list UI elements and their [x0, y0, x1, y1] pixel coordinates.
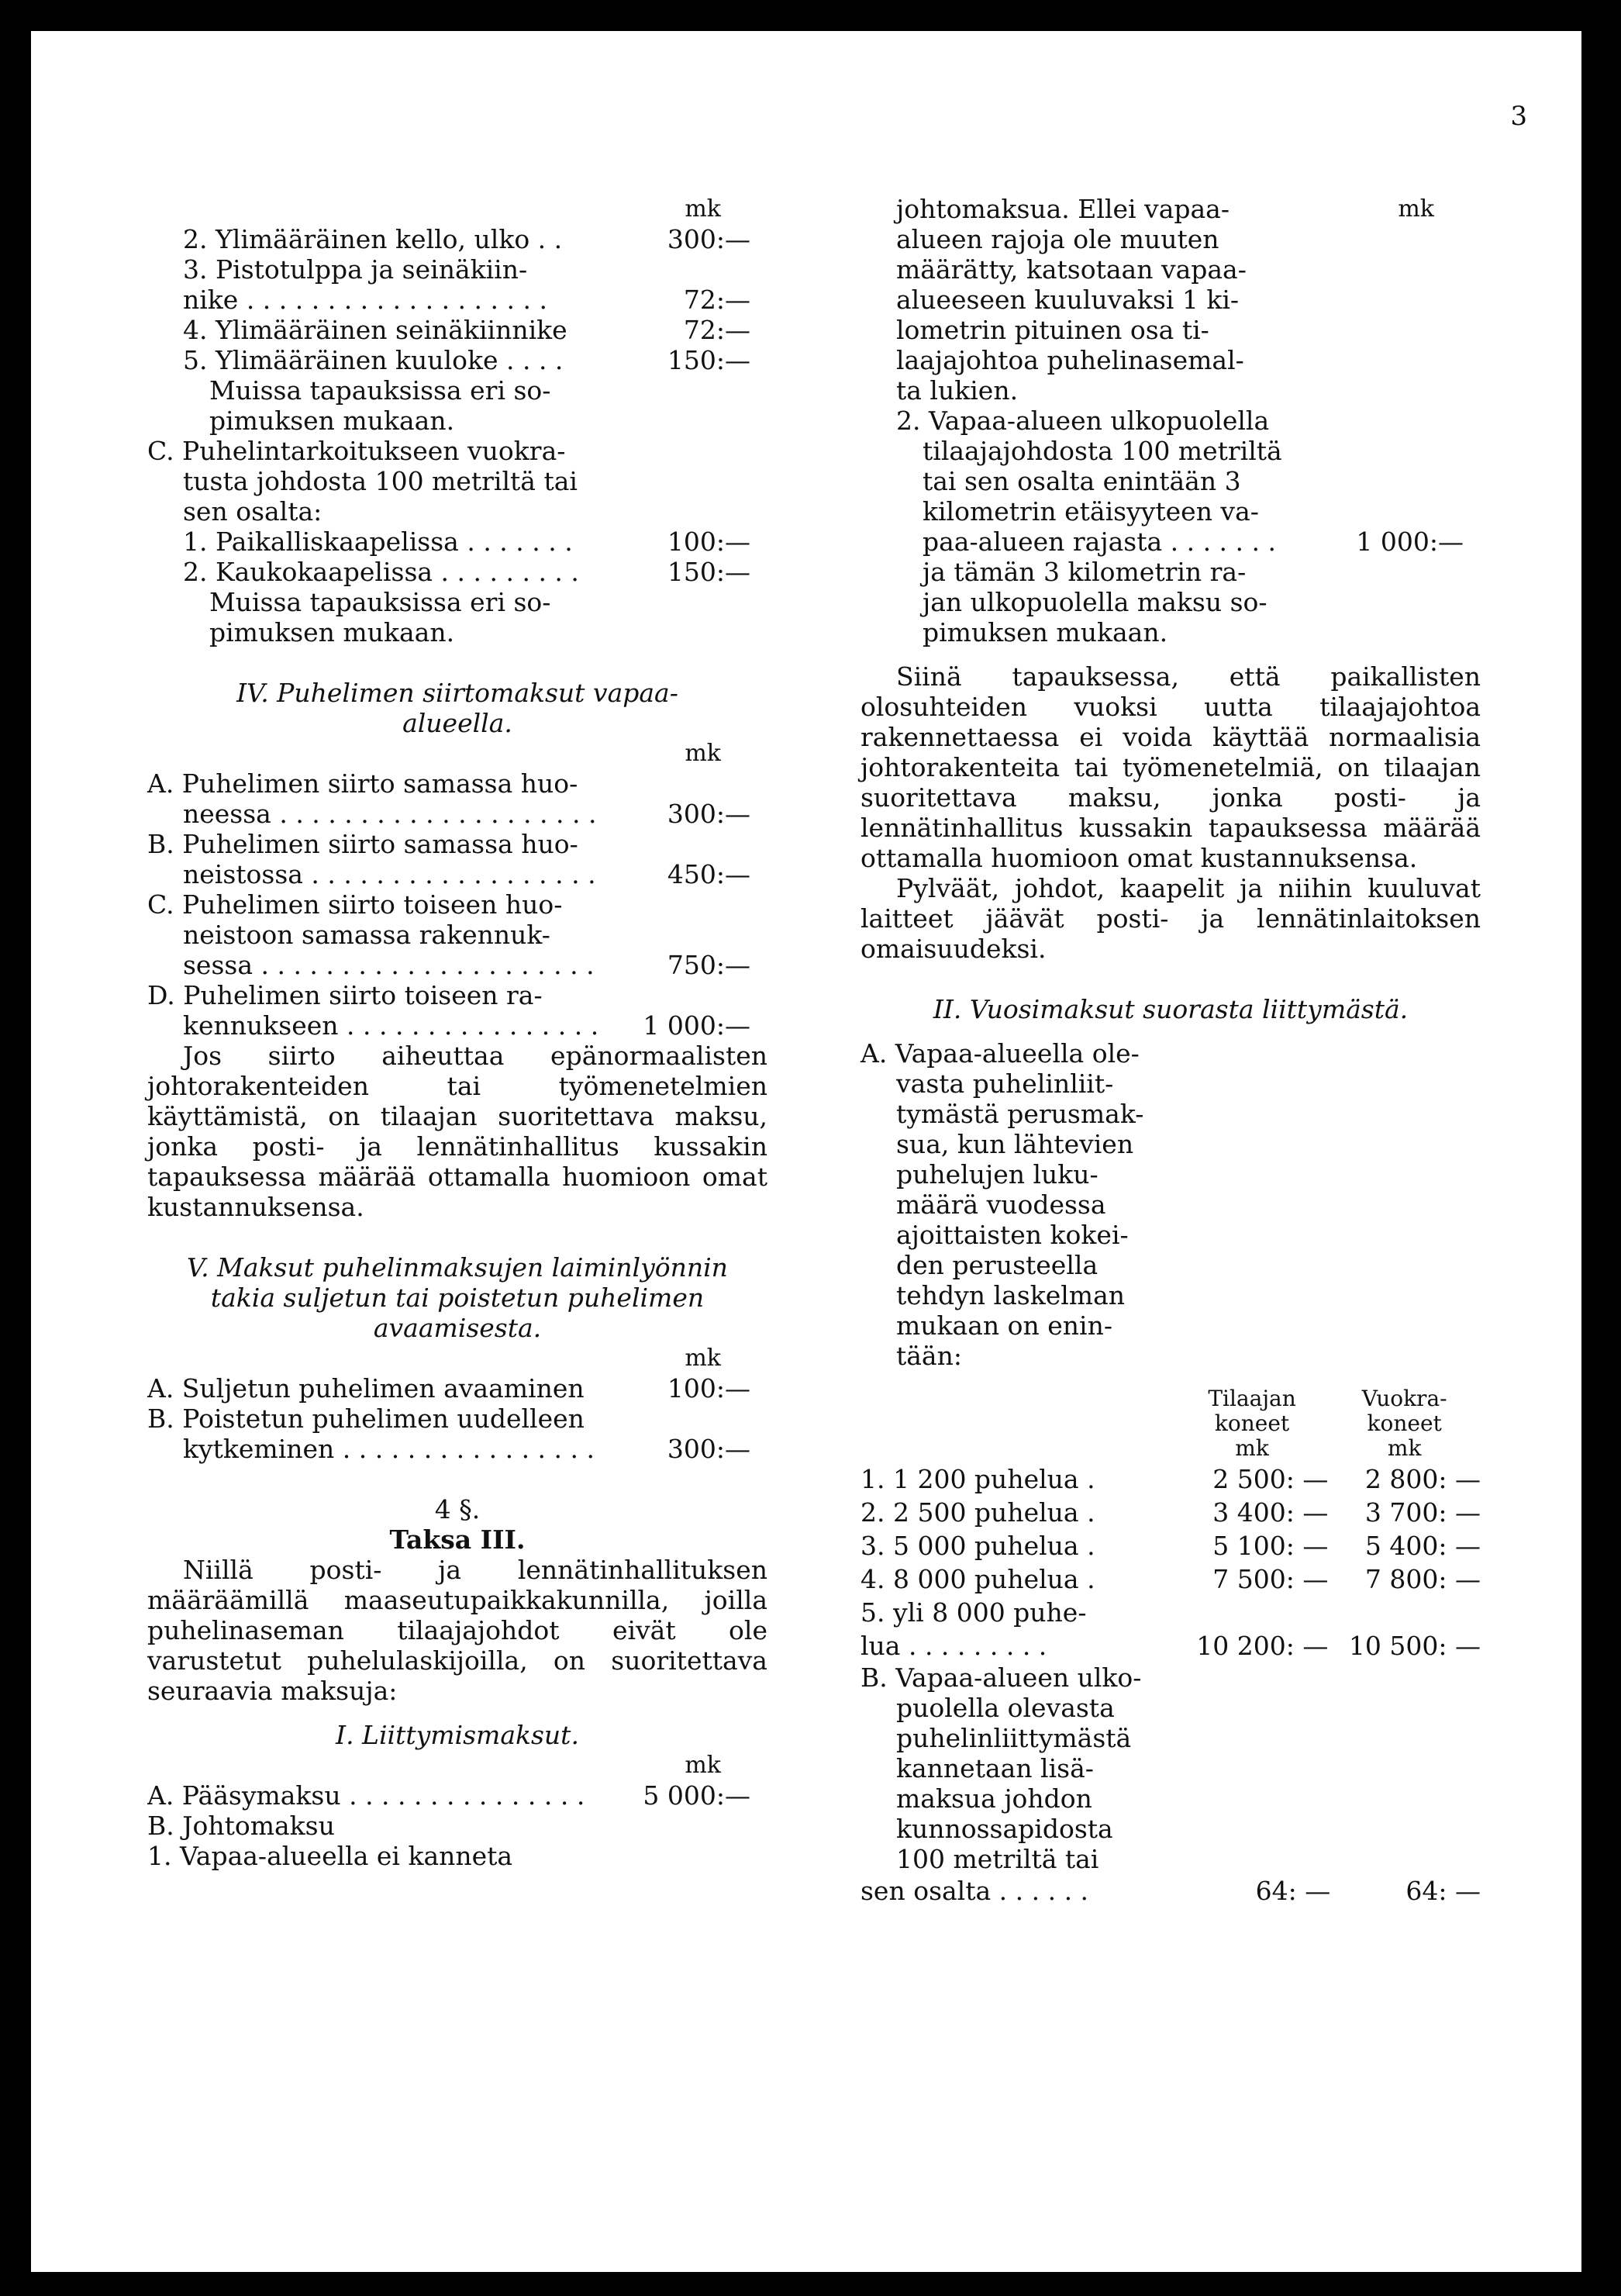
text-line: ajoittaisten kokei-: [896, 1220, 1129, 1250]
text-line: sua, kun lähtevien: [896, 1129, 1134, 1159]
fee-dash: —: [725, 557, 750, 587]
fee-value: 1 000:: [1356, 527, 1438, 557]
fee-row: [147, 345, 767, 375]
note-line: pimuksen mukaan.: [209, 406, 455, 436]
fee-value: 5 000:: [643, 1780, 725, 1811]
text-block: [861, 1038, 1171, 1371]
text-line: kilometrin etäisyyteen va-: [923, 496, 1259, 527]
fee-list: [147, 224, 767, 375]
fee-list: [147, 527, 767, 587]
text-block: [861, 1662, 1171, 1874]
fee-label: D. Puhelimen siirto toiseen ra-: [147, 980, 543, 1010]
text-line: laajajohtoa puhelinasemal-: [896, 345, 1244, 375]
page-number: 3: [1510, 101, 1527, 132]
fee-dash: —: [725, 1780, 750, 1811]
row-label: 4. 8 000 puhelua .: [861, 1564, 1095, 1594]
section-heading: alueella.: [402, 708, 512, 738]
fee-value: 72:: [683, 285, 725, 315]
note-line: Muissa tapauksissa eri so-: [209, 587, 551, 617]
row-label: lua . . . . . . . . .: [861, 1631, 1047, 1661]
paragraph: Jos siirto aiheuttaa epänormaalisten johtorakenteiden tai työmenetelmien käyttämistä, on tilaajan suoritettava maksu, jonka posti- ja lennätinhallitus kussakin tapauksessa määrää ottamalla huomioon omat kustannuksensa.: [147, 1041, 767, 1222]
fee-row: [147, 859, 767, 889]
paragraph: Siinä tapauksessa, että paikallisten olosuhteiden vuoksi uutta tilaajajohtoa rakennettaessa ei voida käyttää normaalisia johtorakenteita tai työmenetelmiä, on tilaajan suoritettava maksu, jonka posti- ja lennätinhallitus kussakin tapauksessa määrää ottamalla huomioon omat kustannuksensa.: [861, 661, 1481, 873]
row-value-subscriber: 2 500: —: [1212, 1464, 1329, 1494]
fee-value: 1 000:: [643, 1010, 725, 1041]
row-value-rental: [1328, 1596, 1481, 1629]
section-c-line: C. Puhelintarkoitukseen vuokra-: [147, 436, 566, 466]
text-line: 2. Vapaa-alueen ulkopuolella: [896, 406, 1270, 436]
fee-row: [147, 1811, 767, 1841]
fee-row: [147, 254, 767, 285]
fee-label: B. Johtomaksu: [147, 1811, 335, 1841]
fee-dash: —: [725, 224, 750, 254]
unit-header: mk: [685, 195, 721, 223]
table-row: [861, 1874, 1481, 1908]
paragraph: Niillä posti- ja lennätinhallituksen määräämillä maaseutupaikkakunnilla, joilla puhelinaseman tilaajajohdot eivät ole varustetut puhelulaskijoilla, on suoritettava seuraavia maksuja:: [147, 1555, 767, 1706]
fee-value: 150:: [667, 345, 725, 375]
unit-header: mk: [1398, 195, 1434, 223]
row-label: 2. 2 500 puhelua .: [861, 1497, 1095, 1528]
fee-label: A. Pääsymaksu . . . . . . . . . . . . . . .: [147, 1780, 585, 1811]
left-column: [147, 194, 767, 1871]
text-line: tai sen osalta enintään 3: [923, 466, 1241, 496]
fee-label: B. Puhelimen siirto samassa huo-: [147, 829, 578, 859]
fee-value: 100:: [667, 527, 725, 557]
text-line: alueen rajoja ole muuten: [896, 224, 1219, 254]
section-c-line: sen osalta:: [183, 496, 322, 527]
text-block: [861, 194, 1481, 406]
fee-value: 300:: [667, 224, 725, 254]
fee-label: sessa . . . . . . . . . . . . . . . . . . . . .: [183, 950, 595, 980]
text-line: alueeseen kuuluvaksi 1 ki-: [896, 285, 1240, 315]
row-label: 5. yli 8 000 puhe-: [861, 1597, 1087, 1628]
text-line: pimuksen mukaan.: [923, 617, 1168, 647]
paragraph-sign: 4 §.: [434, 1494, 481, 1524]
section-c-line: tusta johdosta 100 metriltä tai: [183, 466, 578, 496]
tariff-table-last-row: [861, 1874, 1481, 1908]
section-heading: avaamisesta.: [373, 1313, 542, 1343]
column-header-rental: Vuokra- koneet mk: [1361, 1386, 1447, 1461]
fee-label: kennukseen . . . . . . . . . . . . . . . .: [183, 1010, 599, 1041]
text-line: johtomaksua. Ellei vapaa-: [896, 194, 1230, 224]
fee-row: [147, 799, 767, 829]
fee-label: 2. Ylimääräinen kello, ulko . .: [183, 224, 563, 254]
unit-header: mk: [685, 740, 721, 767]
text-line: mukaan on enin-: [896, 1310, 1112, 1341]
row-value-subscriber: [1176, 1596, 1329, 1629]
fee-dash: —: [725, 1373, 750, 1403]
fee-label: A. Puhelimen siirto samassa huo-: [147, 768, 578, 799]
fee-label: kytkeminen . . . . . . . . . . . . . . . .: [183, 1434, 595, 1464]
fee-label: 2. Kaukokaapelissa . . . . . . . . .: [183, 557, 579, 587]
text-line: tehdyn laskelman: [896, 1280, 1126, 1310]
fee-row: [147, 224, 767, 254]
fee-label: nike . . . . . . . . . . . . . . . . . . .: [183, 285, 547, 315]
paragraph: Pylväät, johdot, kaapelit ja niihin kuuluvat laitteet jäävät posti- ja lennätinlaitoksen omaisuudeksi.: [861, 873, 1481, 964]
fee-dash: —: [725, 799, 750, 829]
fee-row: [147, 950, 767, 980]
text-line: vasta puhelinliit-: [896, 1069, 1114, 1099]
fee-dash: —: [725, 315, 750, 345]
table-row: [861, 1562, 1481, 1596]
row-value-rental: 3 700: —: [1364, 1497, 1481, 1528]
tariff-table: [861, 1385, 1481, 1662]
fee-row: [147, 315, 767, 345]
text-line: A. Vapaa-alueella ole-: [861, 1038, 1140, 1069]
row-value-rental: 7 800: —: [1364, 1564, 1481, 1594]
unit-header: mk: [685, 1345, 721, 1372]
fee-row: [147, 285, 767, 315]
fee-row: [147, 1780, 767, 1811]
row-value-rental: 2 800: —: [1364, 1464, 1481, 1494]
section-heading: I. Liittymismaksut.: [336, 1720, 579, 1750]
tariff-heading: Taksa III.: [389, 1524, 526, 1555]
note-line: pimuksen mukaan.: [209, 617, 455, 647]
section-heading: V. Maksut puhelinmaksujen laiminlyönnin: [187, 1252, 728, 1283]
fee-label: 4. Ylimääräinen seinäkiinnike: [183, 315, 567, 345]
text-line: ta lukien.: [896, 375, 1019, 406]
section-heading: II. Vuosimaksut suorasta liittymästä.: [933, 994, 1409, 1024]
fee-label: neessa . . . . . . . . . . . . . . . . . . . .: [183, 799, 597, 829]
fee-list: [147, 1373, 767, 1464]
section-heading: takia suljetun tai poistetun puhelimen: [210, 1283, 705, 1313]
unit-header: mk: [685, 1752, 721, 1779]
fee-dash: —: [725, 950, 750, 980]
text-line: kannetaan lisä-: [896, 1753, 1094, 1783]
text-line: 100 metriltä tai: [896, 1844, 1099, 1874]
fee-dash: —: [725, 285, 750, 315]
fee-label: paa-alueen rajasta . . . . . . .: [923, 527, 1276, 557]
fee-row: [147, 1373, 767, 1403]
fee-value: 300:: [667, 799, 725, 829]
column-header-subscriber: Tilaajan koneet mk: [1208, 1386, 1296, 1461]
fee-label: C. Puhelimen siirto toiseen huo-: [147, 889, 563, 920]
right-column: [861, 194, 1481, 1908]
fee-value: 450:: [667, 859, 725, 889]
fee-row: [861, 527, 1481, 557]
row-value-subscriber: 64: —: [1255, 1876, 1331, 1906]
table-header-row: [861, 1385, 1481, 1462]
fee-dash: —: [725, 859, 750, 889]
text-line: kunnossapidosta: [896, 1814, 1113, 1844]
fee-value: 300:: [667, 1434, 725, 1464]
row-value-subscriber: 7 500: —: [1212, 1564, 1329, 1594]
fee-label: B. Poistetun puhelimen uudelleen: [147, 1403, 585, 1434]
text-line: B. Vapaa-alueen ulko-: [861, 1662, 1142, 1693]
note-line: Muissa tapauksissa eri so-: [209, 375, 551, 406]
document-page: [31, 31, 1581, 2272]
table-row: [861, 1596, 1481, 1629]
table-row: [861, 1529, 1481, 1562]
row-value-rental: 5 400: —: [1364, 1531, 1481, 1561]
fee-value: 100:: [667, 1373, 725, 1403]
fee-dash: —: [725, 345, 750, 375]
text-line: maksua johdon: [896, 1783, 1092, 1814]
text-line: määrä vuodessa: [896, 1189, 1106, 1220]
fee-label: 1. Paikalliskaapelissa . . . . . . .: [183, 527, 573, 557]
fee-list: [147, 768, 767, 1041]
row-value-rental: 10 500: —: [1348, 1631, 1481, 1661]
row-value-rental: 64: —: [1405, 1876, 1481, 1906]
text-line: jan ulkopuolella maksu so-: [923, 587, 1267, 617]
fee-row: [147, 557, 767, 587]
section-heading: IV. Puhelimen siirtomaksut vapaa-: [236, 678, 678, 708]
row-value-subscriber: 5 100: —: [1212, 1531, 1329, 1561]
fee-dash: —: [725, 1434, 750, 1464]
table-row: [861, 1496, 1481, 1529]
row-value-subscriber: 3 400: —: [1212, 1497, 1329, 1528]
fee-dash: —: [725, 1010, 750, 1041]
text-line: tään:: [896, 1341, 962, 1371]
text-line: puhelujen luku-: [896, 1159, 1098, 1189]
row-label: 1. 1 200 puhelua .: [861, 1464, 1095, 1494]
fee-label: A. Suljetun puhelimen avaaminen: [147, 1373, 585, 1403]
fee-row: [147, 1434, 767, 1464]
fee-value: 72:: [683, 315, 725, 345]
fee-label: neistoon samassa rakennuk-: [183, 920, 550, 950]
text-line: tilaajajohdosta 100 metriltä: [923, 436, 1282, 466]
text-line: puolella olevasta: [896, 1693, 1115, 1723]
text-line: ja tämän 3 kilometrin ra-: [923, 557, 1247, 587]
row-value-subscriber: 10 200: —: [1196, 1631, 1329, 1661]
fee-label: 1. Vapaa-alueella ei kanneta: [147, 1841, 513, 1871]
fee-list: [147, 1780, 767, 1871]
fee-dash: —: [1438, 527, 1464, 557]
text-line: den perusteella: [896, 1250, 1098, 1280]
text-line: lometrin pituinen osa ti-: [896, 315, 1209, 345]
fee-row: [147, 1841, 767, 1871]
fee-row: [147, 1010, 767, 1041]
text-line: puhelinliittymästä: [896, 1723, 1132, 1753]
table-row: [861, 1629, 1481, 1662]
text-line: määrätty, katsotaan vapaa-: [896, 254, 1247, 285]
row-label: sen osalta . . . . . .: [861, 1876, 1089, 1906]
fee-row: [147, 527, 767, 557]
fee-label: neistossa . . . . . . . . . . . . . . . . . .: [183, 859, 596, 889]
text-line: tymästä perusmak-: [896, 1099, 1144, 1129]
table-row: [861, 1462, 1481, 1496]
fee-label: 5. Ylimääräinen kuuloke . . . .: [183, 345, 564, 375]
fee-label: 3. Pistotulppa ja seinäkiin-: [183, 254, 528, 285]
fee-dash: —: [725, 527, 750, 557]
fee-value: 150:: [667, 557, 725, 587]
fee-value: 750:: [667, 950, 725, 980]
row-label: 3. 5 000 puhelua .: [861, 1531, 1095, 1561]
